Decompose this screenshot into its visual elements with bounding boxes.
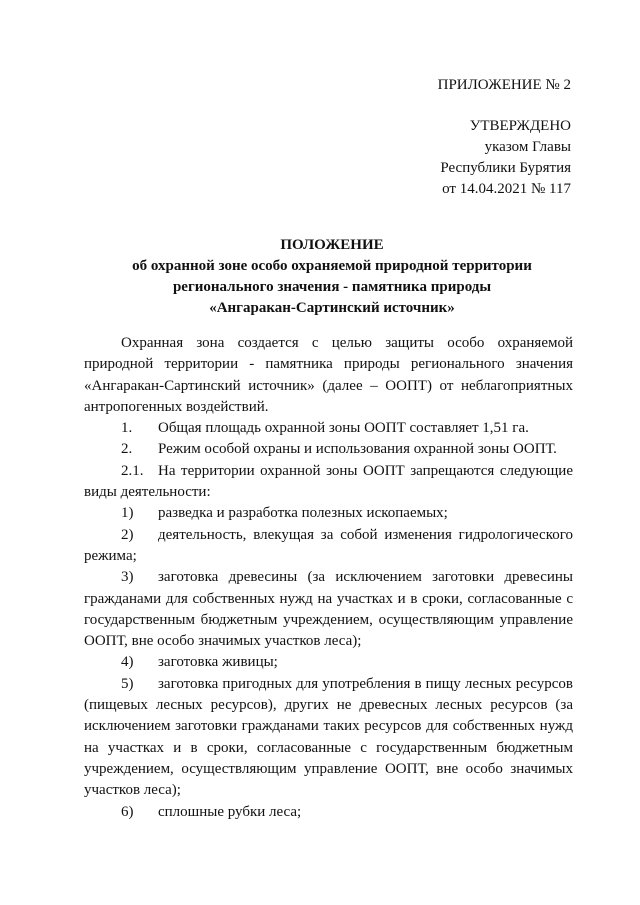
item-number: 2.1. — [121, 462, 144, 479]
item-text: заготовка живицы; — [158, 654, 278, 671]
annex-header — [438, 76, 571, 94]
item-text: сплошные рубки леса; — [158, 803, 302, 820]
intro-paragraph: Охранная зона создается с целью защиты особо охраняемой природной территории - памятника природы регионального значения «Ангаракан-Сартинский источник» (далее – ООПТ) от неблагоприятных антропогенных воздействий. — [84, 335, 573, 415]
item-number: 3) — [121, 569, 134, 586]
annex-number: ПРИЛОЖЕНИЕ № 2 — [437, 77, 571, 93]
approval-line: от 14.04.2021 № 117 — [442, 181, 571, 197]
item-number: 4) — [121, 654, 134, 671]
item-text: Общая площадь охранной зоны ООПТ составляет 1,51 га. — [158, 420, 529, 437]
item-number: 2. — [121, 441, 133, 458]
item-text: деятельность, влекущая за собой изменения гидрологического режима; — [84, 526, 573, 564]
list-item — [84, 461, 573, 504]
item-number: 5) — [121, 675, 134, 692]
approval-line: указом Главы — [484, 139, 571, 155]
item-text: Режим особой охраны и использования охранной зоны ООПТ. — [158, 441, 557, 458]
document-body — [84, 333, 573, 823]
item-number: 1. — [121, 420, 133, 437]
list-item — [84, 567, 573, 652]
approval-line: УТВЕРЖДЕНО — [469, 118, 571, 134]
title-main: ПОЛОЖЕНИЕ — [280, 237, 384, 253]
list-item — [84, 503, 573, 524]
title-line: об охранной зоне особо охраняемой природной территории — [132, 258, 532, 274]
list-item — [84, 418, 573, 439]
list-item — [84, 802, 573, 823]
approval-line: Республики Бурятия — [440, 160, 571, 176]
list-item — [84, 439, 573, 460]
document-title — [84, 235, 580, 319]
item-number: 6) — [121, 803, 134, 820]
item-number: 2) — [121, 526, 134, 543]
title-line: регионального значения - памятника природы — [172, 279, 492, 295]
list-item — [84, 652, 573, 673]
item-text: разведка и разработка полезных ископаемых; — [158, 505, 448, 522]
item-text: На территории охранной зоны ООПТ запрещаются следующие виды деятельности: — [84, 462, 573, 501]
list-item — [84, 525, 573, 568]
list-item — [84, 674, 573, 802]
item-text: заготовка древесины (за исключением заготовки древесины гражданами для собственных нужд на участках и в сроки, согласованные с государственным бюджетным учреждением, осуществляющим управление ООПТ, вне особо значимых участков леса); — [84, 569, 573, 650]
item-number: 1) — [121, 505, 134, 522]
item-text: заготовка пригодных для употребления в пищу лесных ресурсов (пищевых лесных ресурсов), других не древесных лесных ресурсов (за исключением заготовки гражданами таких ресурсов для собственных нужд на участках и в сроки, согласованные с государственным бюджетным учреждением, осуществляющим управление ООПТ, вне особо значимых участков леса); — [84, 675, 573, 799]
title-line: «Ангаракан-Сартинский источник» — [209, 300, 455, 316]
approval-block — [440, 116, 571, 200]
